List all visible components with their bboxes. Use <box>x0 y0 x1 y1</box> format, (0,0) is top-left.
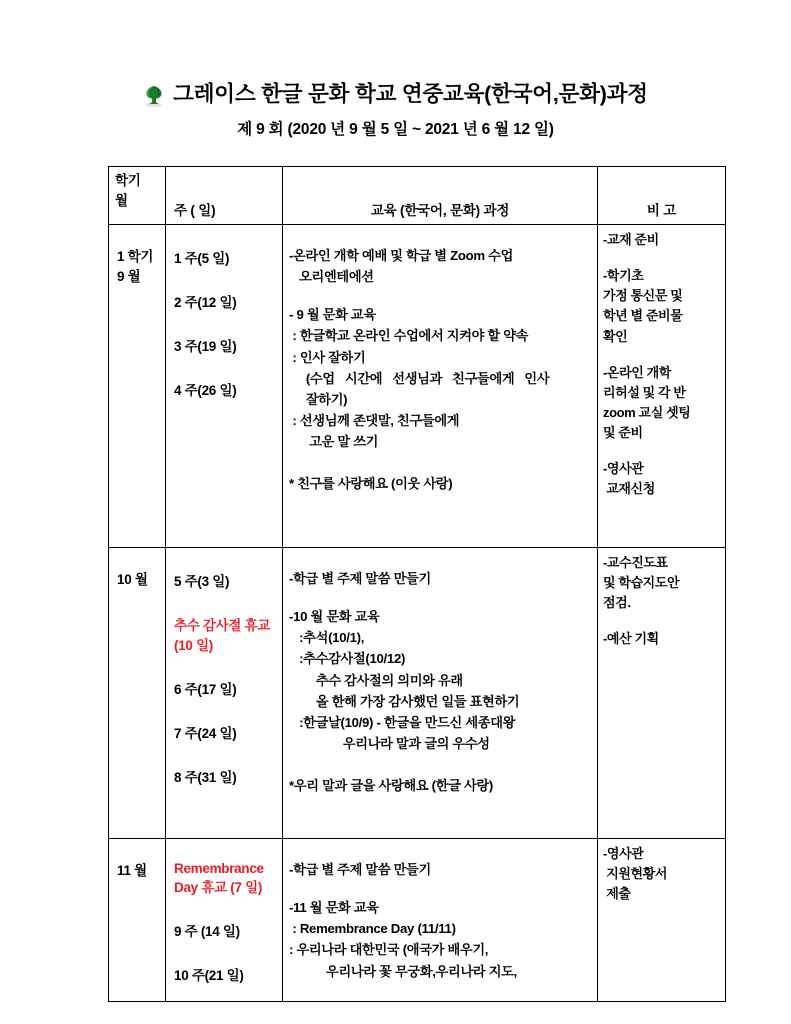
cell-term <box>109 839 166 1002</box>
curriculum-line: :한글날(10/9) - 한글을 만드신 세종대왕 <box>289 714 516 730</box>
week-text: 추수 감사절 휴교 <box>174 618 271 633</box>
term-line: 9 월 <box>117 269 141 285</box>
note-line: 교재신청 <box>603 481 655 497</box>
document-title: 그레이스 한글 문화 학교 연중교육(한국어,문화)과정 <box>173 82 648 106</box>
week-holiday-label <box>174 861 282 896</box>
curriculum-line: :추수감사절(10/12) <box>289 651 406 667</box>
week-text: 8 주(31 일) <box>174 770 237 785</box>
week-text: 10 주(21 일) <box>174 968 244 983</box>
cell-term <box>109 548 166 839</box>
curriculum-line: 올 한해 가장 감사했던 일들 표현하기 <box>289 693 520 709</box>
note-line: -영사관 <box>603 846 644 861</box>
cell-curriculum <box>283 225 598 548</box>
curriculum-line: 오리엔테에션 <box>289 269 374 285</box>
cell-notes <box>598 839 726 1002</box>
curriculum-line: 우리나라 말과 글의 우수성 <box>289 735 490 751</box>
note-line: -교재 준비 <box>603 232 659 247</box>
table-body <box>109 167 726 1002</box>
week-subtext: (10 일) <box>174 638 213 653</box>
week-text: Remembrance <box>174 861 264 876</box>
note-line: -교수진도표 <box>603 555 668 570</box>
cell-week <box>166 548 283 839</box>
note-line: 학년 별 준비물 <box>603 308 683 324</box>
note-line: 확인 <box>603 328 628 344</box>
green-tree-icon <box>143 84 165 108</box>
header-cell-notes: 비 고 <box>598 167 726 225</box>
week-label <box>174 722 282 742</box>
note-line: zoom 교실 셋팅 <box>603 404 691 420</box>
cell-curriculum <box>283 839 598 1002</box>
week-text: 3 주(19 일) <box>174 339 237 354</box>
week-label <box>174 678 282 698</box>
curriculum-line: : Remembrance Day (11/11) <box>289 921 456 937</box>
note-line: 가정 통신문 및 <box>603 288 683 304</box>
curriculum-line: (수업 시간에 선생님과 친구들에게 인사 <box>289 370 550 386</box>
week-text: 9 주 (14 일) <box>174 924 240 939</box>
table-row <box>109 225 726 548</box>
cell-notes <box>598 548 726 839</box>
note-line: 및 준비 <box>603 425 643 441</box>
week-text: 4 주(26 일) <box>174 383 237 398</box>
note-line: 지원현황서 <box>603 866 668 882</box>
curriculum-line: -10 월 문화 교육 <box>289 609 380 625</box>
note-line: -영사관 <box>603 461 644 477</box>
week-text: 5 주(3 일) <box>174 574 230 589</box>
curriculum-line: 고운 말 쓰기 <box>289 434 379 449</box>
curriculum-line: 잘하기) <box>289 391 348 407</box>
week-label <box>174 570 282 590</box>
note-line: -온라인 개학 <box>603 364 671 380</box>
note-line: 점검. <box>603 595 631 611</box>
curriculum-line: 우리나라 꽃 무궁화,우리나라 지도, <box>289 963 517 979</box>
cell-week <box>166 839 283 1002</box>
curriculum-line: -온라인 개학 예배 및 학급 별 Zoom 수업 <box>289 248 514 263</box>
curriculum-line: -학급 별 주제 말씀 만들기 <box>289 571 431 586</box>
note-line: 리허설 및 각 반 <box>603 384 686 400</box>
table-row <box>109 839 726 1002</box>
curriculum-line: :추석(10/1), <box>289 630 365 646</box>
curriculum-line: - 9 월 문화 교육 <box>289 307 376 323</box>
week-label <box>174 247 282 267</box>
cell-week <box>166 225 283 548</box>
title-block <box>0 0 791 139</box>
note-line: -학기초 <box>603 268 644 284</box>
document-title-line <box>0 82 791 108</box>
week-text: 7 주(24 일) <box>174 726 237 741</box>
curriculum-line: : 우리나라 대한민국 (애국가 배우기, <box>289 942 489 958</box>
week-label <box>174 964 282 984</box>
week-label <box>174 291 282 311</box>
week-subtext: Day 휴교 (7 일) <box>174 880 263 895</box>
curriculum-line: : 선생님께 존댓말, 친구들에게 <box>289 412 460 428</box>
week-holiday-label <box>174 614 282 654</box>
week-text: 6 주(17 일) <box>174 682 237 697</box>
curriculum-schedule-table <box>108 166 726 1002</box>
header-cell-curriculum: 교육 (한국어, 문화) 과정 <box>283 167 598 225</box>
curriculum-line: -11 월 문화 교육 <box>289 900 379 916</box>
table-header-row <box>109 167 726 225</box>
cell-term <box>109 225 166 548</box>
curriculum-line: : 인사 잘하기 <box>289 349 366 365</box>
week-text: 2 주(12 일) <box>174 295 237 310</box>
curriculum-line: 추수 감사절의 의미와 유래 <box>289 672 463 688</box>
note-line: 제출 <box>603 886 631 902</box>
header-cell-term <box>109 167 166 225</box>
document-subtitle: 제 9 회 (2020 년 9 월 5 일 ~ 2021 년 6 월 12 일) <box>237 120 554 138</box>
table-row <box>109 548 726 839</box>
cell-notes <box>598 225 726 548</box>
week-label <box>174 920 282 940</box>
cell-curriculum <box>283 548 598 839</box>
note-line: 및 학습지도안 <box>603 575 680 591</box>
header-term-line2: 월 <box>115 192 128 208</box>
week-label <box>174 379 282 399</box>
term-line: 1 학기 <box>117 249 154 264</box>
header-cell-week: 주 ( 일) <box>166 167 283 225</box>
week-text: 1 주(5 일) <box>174 251 230 266</box>
term-line: 11 월 <box>117 863 147 878</box>
week-label <box>174 766 282 786</box>
curriculum-line: : 한글학교 온라인 수업에서 지켜야 할 약속 <box>289 328 529 344</box>
week-label <box>174 335 282 355</box>
note-line: -예산 기획 <box>603 631 659 647</box>
curriculum-line: -학급 별 주제 말씀 만들기 <box>289 862 431 877</box>
curriculum-line: * 친구를 사랑해요 (이웃 사랑) <box>289 476 453 492</box>
term-line: 10 월 <box>117 572 148 587</box>
curriculum-line: *우리 말과 글을 사랑해요 (한글 사랑) <box>289 778 493 793</box>
header-term-line1: 학기 <box>115 173 141 188</box>
